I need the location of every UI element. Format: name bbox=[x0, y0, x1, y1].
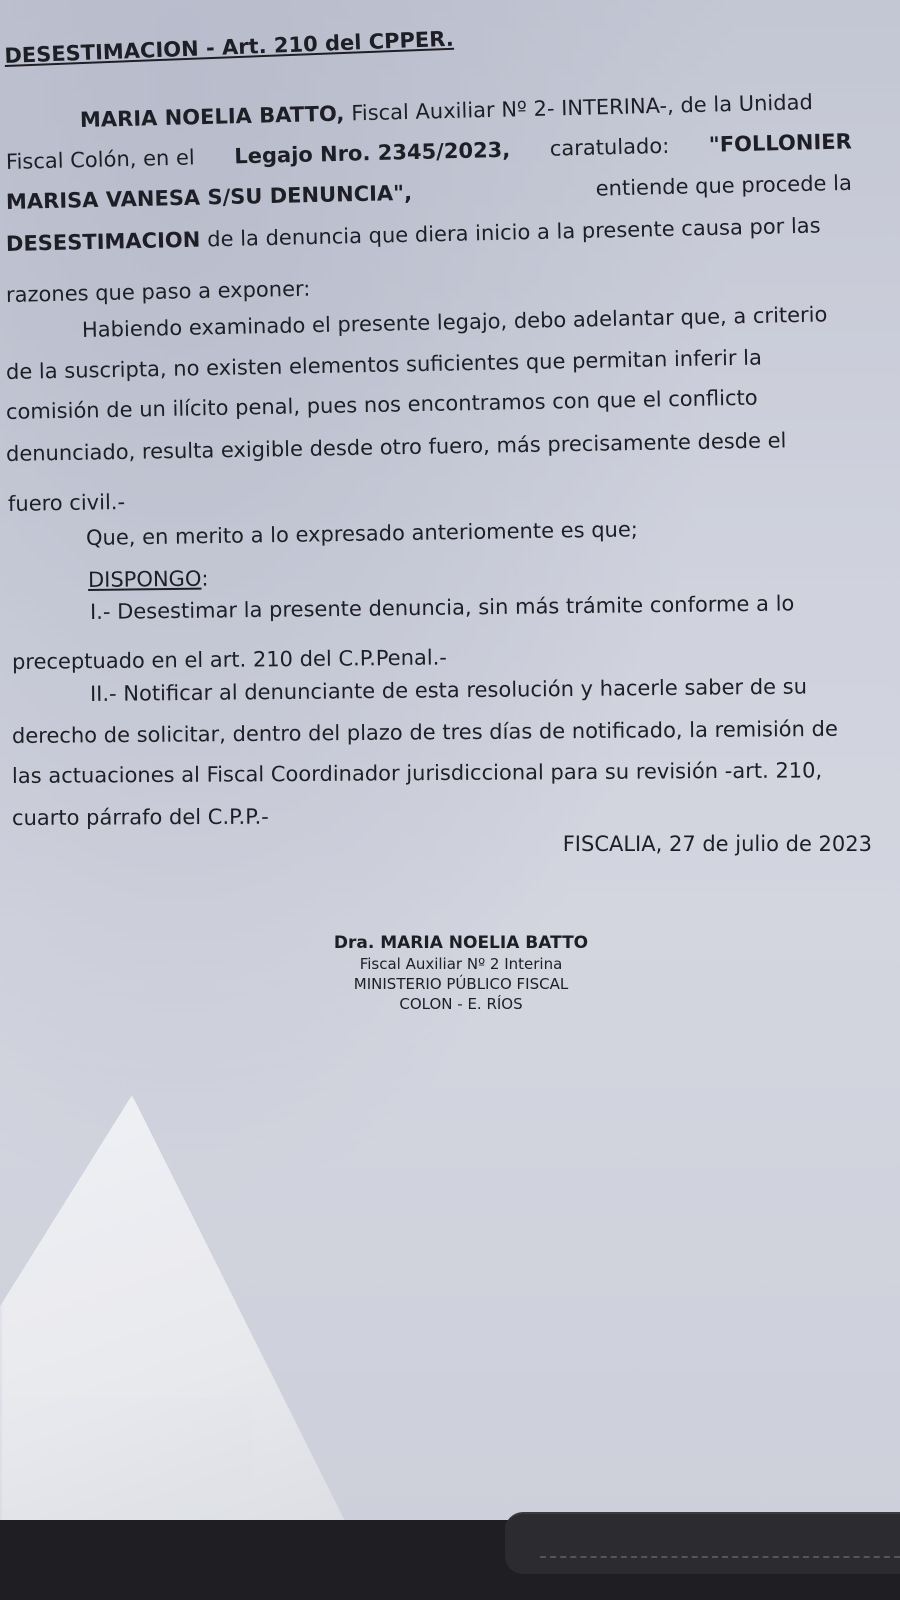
item2-line3-text: las actuaciones al Fiscal Coordinador jurisdiccional para su revisión -art. 210, bbox=[11, 758, 823, 788]
light-glare bbox=[0, 1095, 400, 1535]
folder-edge bbox=[505, 1512, 900, 1574]
para2-line2 bbox=[6, 344, 852, 384]
para1-line3-b: entiende que procede la bbox=[595, 170, 853, 201]
para1-line1 bbox=[80, 89, 850, 132]
para1-line2-c: caratulado: bbox=[549, 133, 670, 161]
item2-line1 bbox=[90, 674, 860, 706]
item2-line3 bbox=[12, 758, 858, 788]
para2-line3 bbox=[6, 384, 852, 424]
date-line: FISCALIA, 27 de julio de 2023 bbox=[562, 832, 872, 856]
para2-line4-text: denunciado, resulta exigible desde otro fuero, más precisamente desde el bbox=[5, 428, 787, 466]
folder-stitching bbox=[540, 1556, 900, 1558]
item2-line2 bbox=[12, 717, 858, 748]
para1-line5 bbox=[6, 265, 852, 307]
para1-line5-text: razones que paso a exponer: bbox=[5, 276, 311, 307]
para3-text: Que, en merito a lo expresado anteriomente es que; bbox=[85, 517, 639, 550]
item1-line2 bbox=[12, 641, 858, 674]
item1-line1-text: I.- Desestimar la presente denuncia, sin más trámite conforme a lo bbox=[89, 591, 795, 624]
para1-line4 bbox=[6, 213, 852, 256]
para1-line2 bbox=[6, 129, 852, 174]
prosecutor-name: MARIA NOELIA BATTO, bbox=[79, 101, 345, 132]
case-caption-end: MARISA VANESA S/SU DENUNCIA", bbox=[5, 180, 413, 214]
dispongo-heading bbox=[88, 566, 288, 592]
signature-name: Dra. MARIA NOELIA BATTO bbox=[333, 933, 589, 953]
case-number: Legajo Nro. 2345/2023, bbox=[234, 137, 511, 169]
para2-line2-text: de la suscripta, no existen elementos suficientes que permitan inferir la bbox=[5, 345, 763, 384]
para2-line1-text: Habiendo examinado el presente legajo, debo adelantar que, a criterio bbox=[81, 302, 828, 342]
para2-line1 bbox=[82, 302, 852, 342]
para1-line3 bbox=[6, 171, 852, 214]
document-title: DESESTIMACION - Art. 210 del CPPER. bbox=[4, 26, 455, 68]
para2-line5-text: fuero civil.- bbox=[7, 489, 126, 516]
para2-line4 bbox=[6, 427, 852, 466]
item1-line2-text: preceptuado en el art. 210 del C.P.Penal.- bbox=[11, 645, 448, 674]
para2-line3-text: comisión de un ilícito penal, pues nos encontramos con que el conflicto bbox=[5, 385, 758, 424]
signature-place: COLON - E. RÍOS bbox=[399, 995, 523, 1013]
para2-line5 bbox=[8, 477, 854, 516]
item1-line1 bbox=[90, 591, 860, 624]
signature-role: Fiscal Auxiliar Nº 2 Interina bbox=[359, 955, 563, 973]
item2-line4-text: cuarto párrafo del C.P.P.- bbox=[11, 804, 269, 830]
dispongo-label: DISPONGO bbox=[87, 566, 202, 592]
para3-line bbox=[86, 515, 786, 550]
item2-line2-text: derecho de solicitar, dentro del plazo de tres días de notificado, la remisión de bbox=[11, 716, 838, 748]
case-caption-start: "FOLLONIER bbox=[708, 129, 853, 157]
signature-office: MINISTERIO PÚBLICO FISCAL bbox=[353, 975, 569, 993]
dismissal-term: DESESTIMACION bbox=[5, 227, 201, 256]
para1-line2-a: Fiscal Colón, en el bbox=[5, 145, 196, 174]
dispongo-colon: : bbox=[201, 566, 209, 591]
para1-line1-text: Fiscal Auxiliar Nº 2- INTERINA-, de la Unidad bbox=[350, 90, 814, 126]
para1-line4-b: de la denuncia que diera inicio a la presente causa por las bbox=[206, 213, 821, 252]
item2-line1-text: II.- Notificar al denunciante de esta resolución y hacerle saber de su bbox=[89, 674, 808, 706]
